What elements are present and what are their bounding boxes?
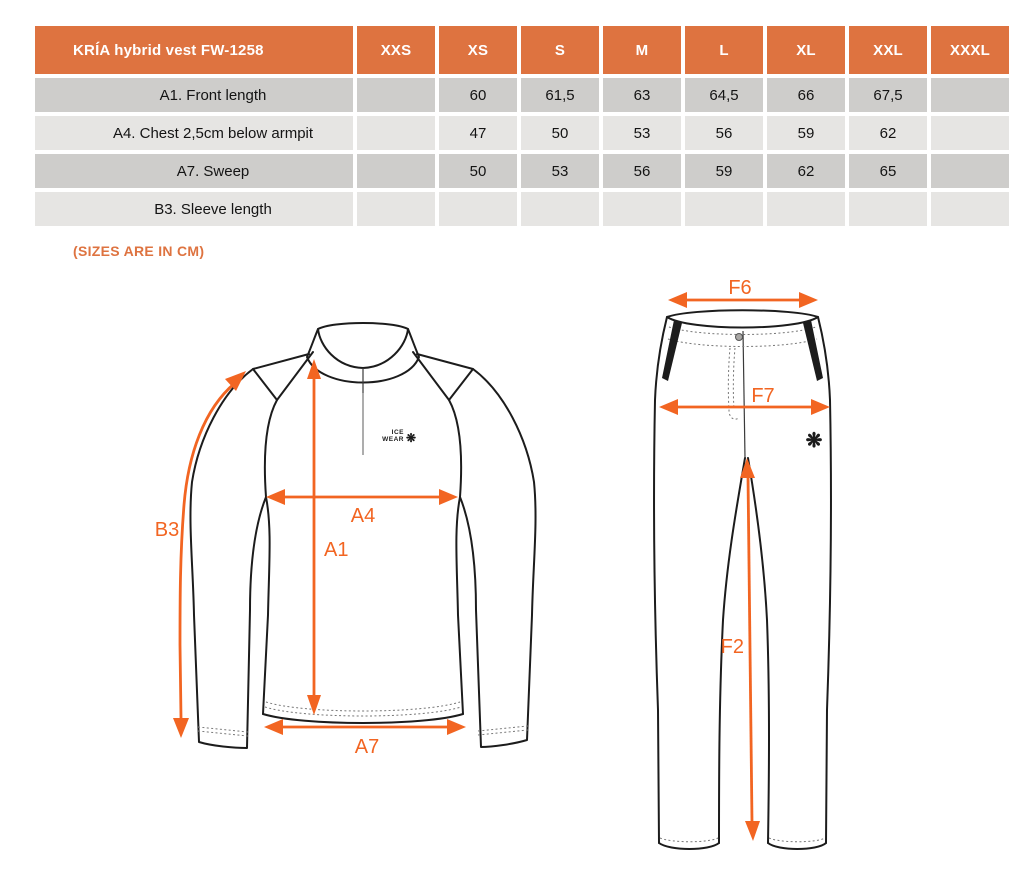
- measurement-arrow-a1: [307, 359, 348, 715]
- measurement-arrow-b3: [155, 371, 246, 738]
- table-cell: 50: [521, 116, 599, 150]
- hem-stitch: [265, 707, 461, 716]
- b3-arrow-line: [180, 383, 235, 718]
- waistband-stitch: [668, 339, 817, 347]
- center-front-seam: [743, 331, 745, 458]
- table-cell: 67,5: [849, 78, 927, 112]
- table-cell: 50: [439, 154, 517, 188]
- a4-arrowhead-left: [266, 489, 285, 505]
- hem-stitch: [266, 702, 460, 711]
- column-header-xs: XS: [439, 26, 517, 74]
- left-shoulder-seam: [253, 352, 313, 400]
- hem: [263, 714, 463, 723]
- column-header-s: S: [521, 26, 599, 74]
- a1-arrowhead-bottom: [307, 695, 321, 715]
- brand-logo-text-line1: ICE: [391, 429, 404, 436]
- f2-arrow-line: [748, 476, 752, 822]
- table-cell: 53: [521, 154, 599, 188]
- f6-label: F6: [728, 277, 752, 299]
- right-leg-hem: [768, 843, 826, 849]
- a4-label: A4: [350, 505, 376, 527]
- a7-arrowhead-right: [447, 719, 466, 735]
- column-header-xxl: XXL: [849, 26, 927, 74]
- row-label: B3. Sleeve length: [35, 192, 353, 226]
- snowflake-icon: ❋: [406, 431, 417, 445]
- left-outer-seam: [654, 317, 667, 843]
- measurement-arrow-a4: [266, 489, 458, 527]
- f7-arrowhead-right: [811, 399, 830, 415]
- measurement-arrow-f2: [721, 458, 760, 841]
- table-cell: 66: [767, 78, 845, 112]
- table-cell: 53: [603, 116, 681, 150]
- table-cell: 65: [849, 154, 927, 188]
- right-sleeve: [460, 369, 536, 747]
- waist-opening: [667, 310, 818, 327]
- a7-label: A7: [354, 736, 380, 758]
- row-label: A1. Front length: [35, 78, 353, 112]
- product-title: KRÍA hybrid vest FW-1258: [35, 26, 353, 74]
- column-header-m: M: [603, 26, 681, 74]
- right-leg-hem-stitch: [769, 838, 825, 842]
- right-outer-seam: [818, 317, 831, 843]
- f7-arrowhead-left: [659, 399, 678, 415]
- table-cell: 60: [439, 78, 517, 112]
- table-cell: 56: [603, 154, 681, 188]
- column-header-xxs: XXS: [357, 26, 435, 74]
- left-cuff-stitch: [198, 731, 248, 736]
- table-cell: 62: [849, 116, 927, 150]
- row-label: A7. Sweep: [35, 154, 353, 188]
- f7-label: F7: [751, 385, 775, 407]
- chest-logo: [382, 429, 416, 445]
- table-cell: 47: [439, 116, 517, 150]
- right-shoulder-seam: [413, 352, 473, 400]
- left-leg-hem: [659, 843, 719, 849]
- snowflake-icon: ❋: [805, 430, 823, 452]
- column-header-xxxl: XXXL: [931, 26, 1009, 74]
- collar-inner: [318, 323, 408, 368]
- f6-arrowhead-left: [668, 292, 687, 308]
- column-header-xl: XL: [767, 26, 845, 74]
- pullover-drawing: [155, 323, 536, 758]
- table-cell: 63: [603, 78, 681, 112]
- sizes-unit-note: (SIZES ARE IN CM): [73, 243, 205, 259]
- row-label: A4. Chest 2,5cm below armpit: [35, 116, 353, 150]
- table-cell: 59: [685, 154, 763, 188]
- column-header-l: L: [685, 26, 763, 74]
- brand-logo-text-line2: WEAR: [382, 436, 404, 443]
- left-leg-hem-stitch: [660, 838, 718, 842]
- f2-label: F2: [720, 636, 744, 658]
- left-cuff-stitch: [198, 727, 248, 732]
- body-right-edge: [449, 400, 463, 714]
- table-cell: 61,5: [521, 78, 599, 112]
- a4-arrowhead-right: [439, 489, 458, 505]
- body-left-edge: [263, 400, 277, 714]
- table-cell: 64,5: [685, 78, 763, 112]
- b3-arrowhead-bottom: [173, 718, 189, 738]
- f2-arrowhead-bottom: [745, 821, 760, 841]
- measurement-arrow-a7: [264, 719, 466, 758]
- right-cuff-stitch: [478, 726, 528, 731]
- f2-arrowhead-top: [740, 458, 755, 478]
- a7-arrowhead-left: [264, 719, 283, 735]
- waist-button: [736, 334, 743, 341]
- table-cell: 62: [767, 154, 845, 188]
- pants-drawing: [654, 277, 831, 849]
- f6-arrowhead-right: [799, 292, 818, 308]
- fly-stitch: [733, 348, 735, 409]
- table-cell: 56: [685, 116, 763, 150]
- table-cell: 59: [767, 116, 845, 150]
- measurement-arrow-f6: [668, 277, 818, 308]
- right-cuff-stitch: [478, 730, 528, 735]
- b3-label: B3: [154, 519, 180, 541]
- a1-label: A1: [324, 539, 349, 561]
